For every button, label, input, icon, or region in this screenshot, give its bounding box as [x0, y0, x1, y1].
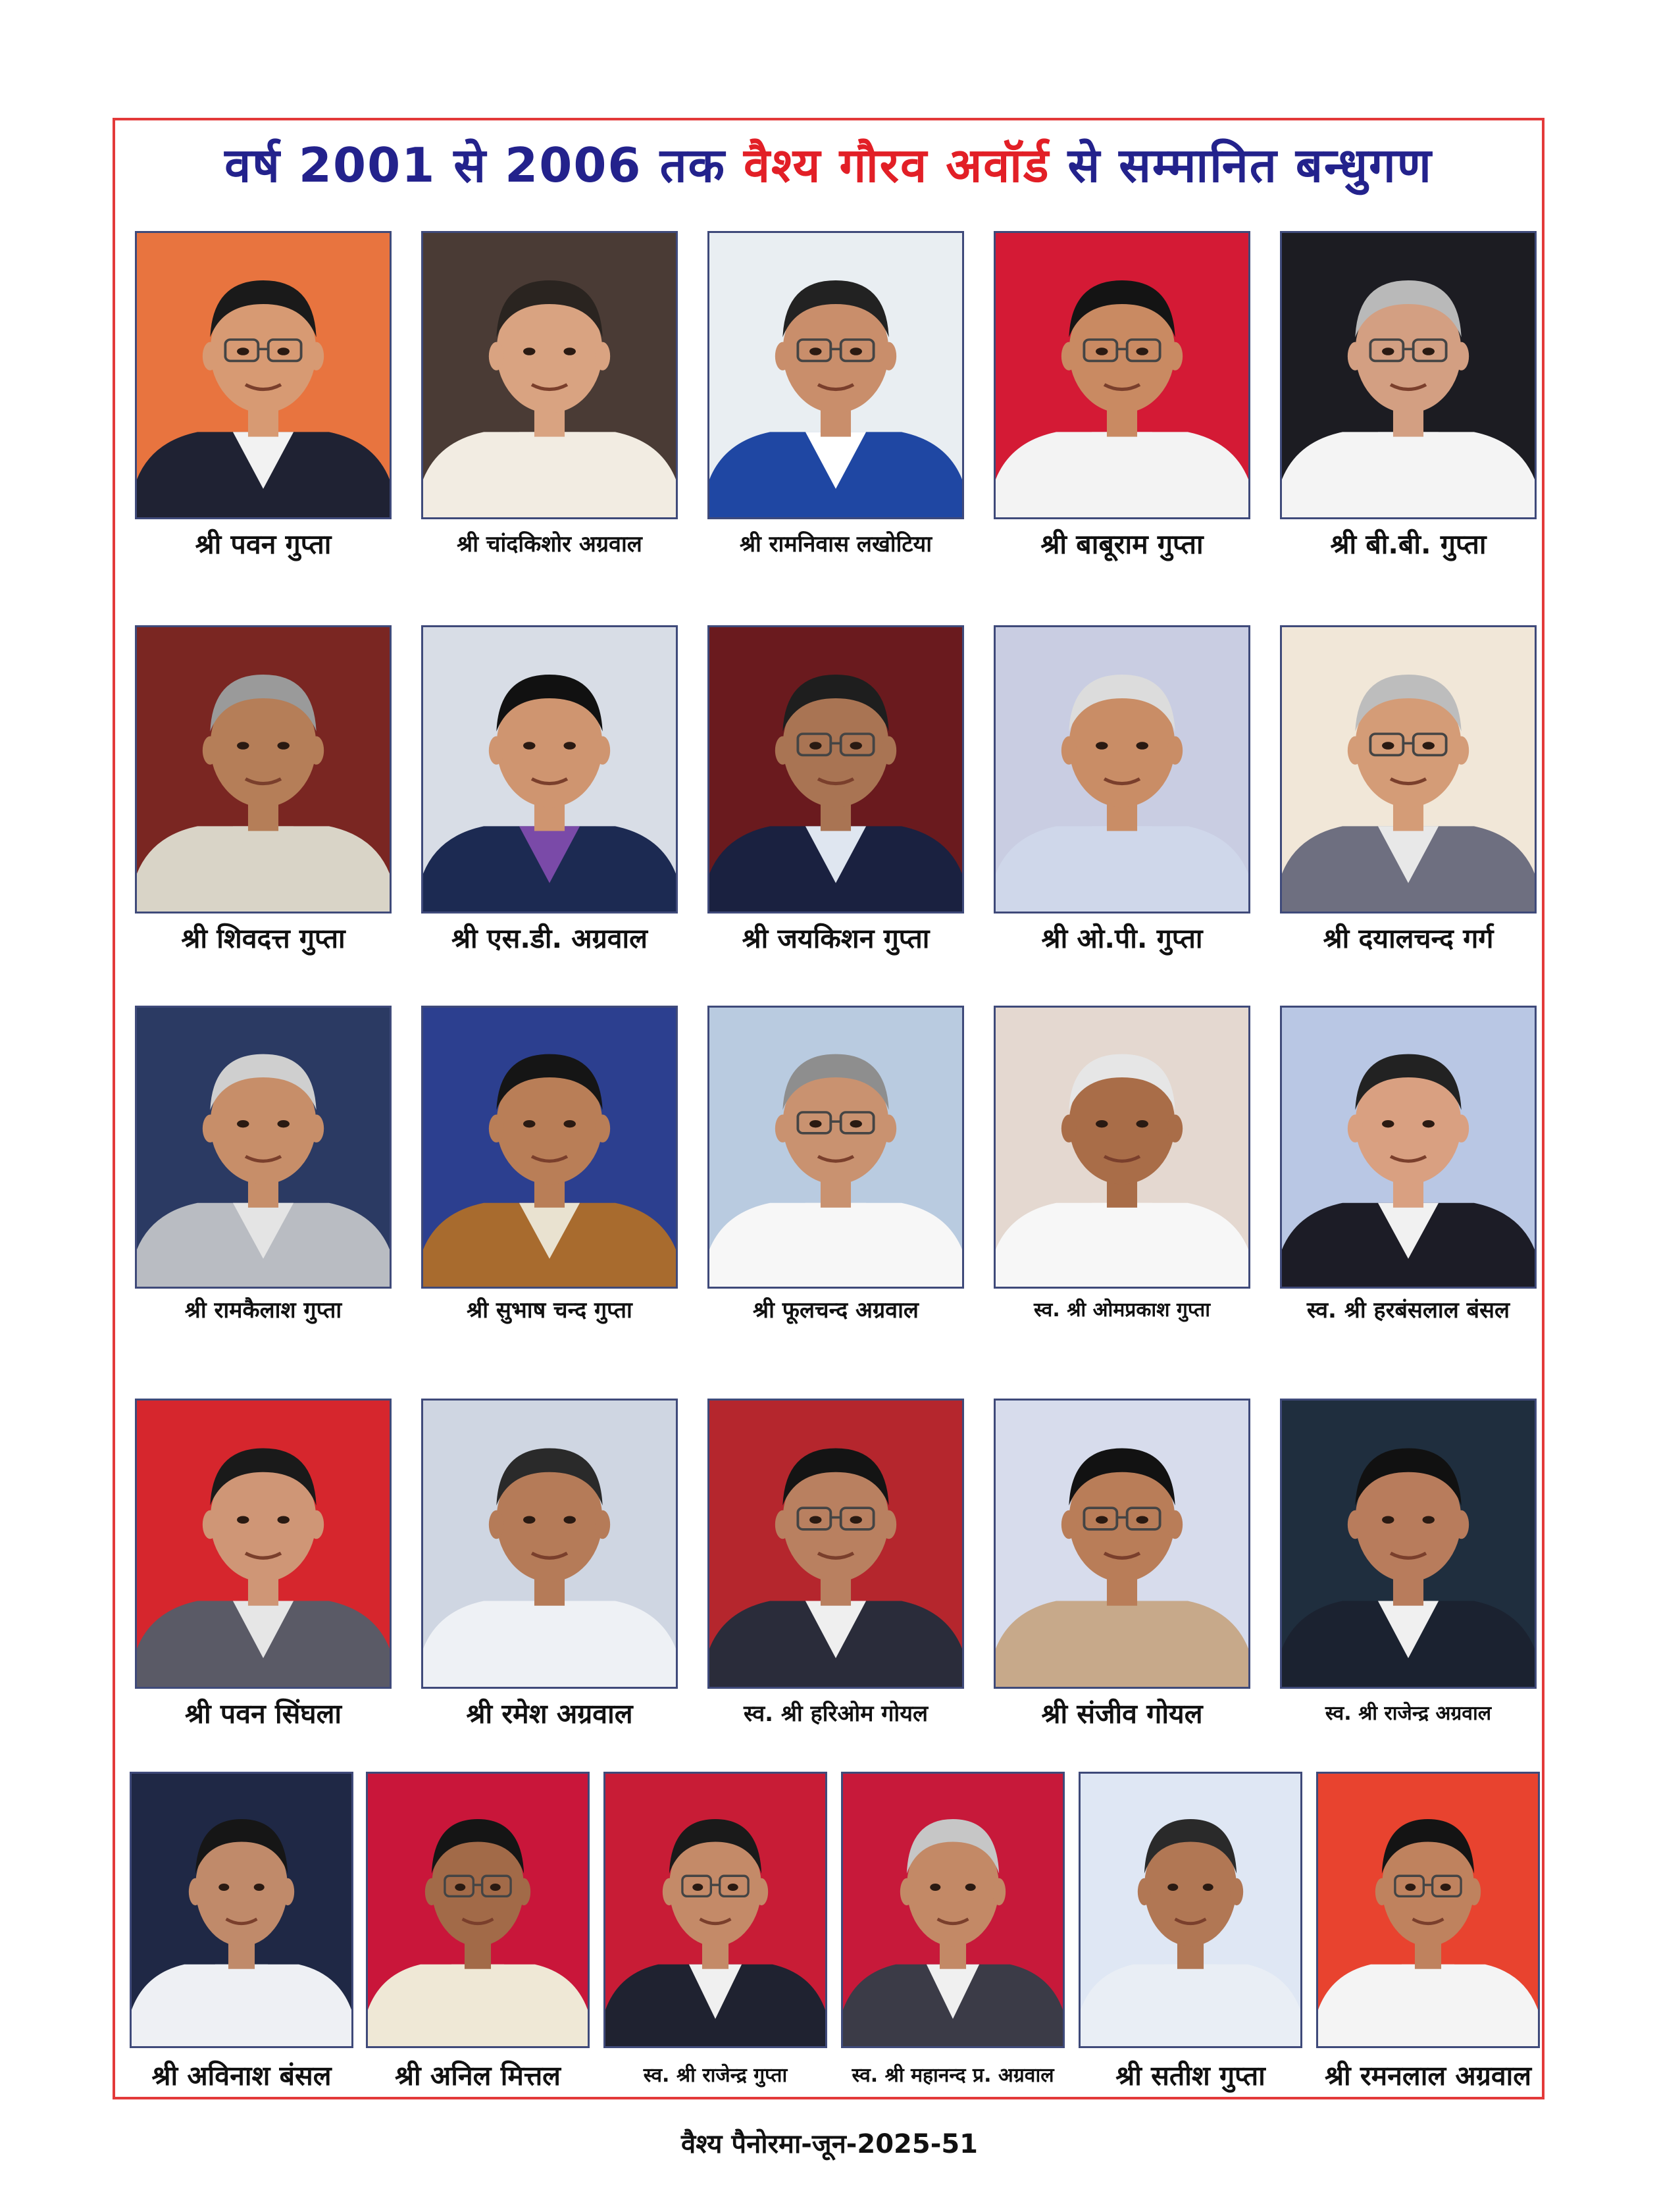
title-part-2: वैश्य गौरव अवॉर्ड [744, 138, 1050, 193]
awardee-photo [1280, 1399, 1537, 1689]
awardee-photo [421, 1006, 678, 1289]
awardee-name: श्री पवन सिंघला [184, 1698, 342, 1730]
portrait-image [709, 233, 962, 517]
portrait-image [423, 1008, 676, 1287]
awardee-card [603, 1772, 827, 2101]
portrait-image [137, 1008, 390, 1287]
awardee-name: श्री एस.डी. अग्रवाल [451, 923, 648, 954]
awardee-photo [841, 1772, 1065, 2048]
awardee-card [1280, 1399, 1537, 1741]
portrait-image [1081, 1774, 1300, 2046]
awardee-name: श्री दयालचन्द गर्ग [1323, 923, 1494, 954]
awardee-photo [994, 1006, 1250, 1289]
portrait-image [709, 1008, 962, 1287]
awardee-photo [707, 1399, 964, 1689]
awardee-card [707, 625, 964, 966]
awardee-photo [421, 231, 678, 519]
awardee-name: श्री शिवदत्त गुप्ता [181, 923, 345, 954]
awardee-photo [135, 1399, 392, 1689]
awardee-photo [994, 625, 1250, 913]
awardee-photo [994, 1399, 1250, 1689]
awardee-card [994, 231, 1250, 572]
awardee-card [1280, 1006, 1537, 1341]
awardee-card [135, 1006, 392, 1341]
awardee-name: श्री पवन गुप्ता [195, 528, 332, 560]
awardee-name: श्री जयकिशन गुप्ता [742, 923, 930, 954]
awardee-photo [1280, 625, 1537, 913]
awardee-name: श्री सतीश गुप्ता [1115, 2060, 1265, 2092]
awardee-name: श्री रामकैलाश गुप्ता [184, 1297, 342, 1324]
awardee-card [421, 1399, 678, 1741]
portrait-image [1282, 1401, 1535, 1687]
portrait-image [132, 1774, 351, 2046]
awardee-card [421, 625, 678, 966]
awardee-card [707, 231, 964, 572]
portrait-image [1282, 233, 1535, 517]
awardee-name: श्री बी.बी. गुप्ता [1330, 528, 1487, 560]
portrait-image [996, 233, 1248, 517]
awardee-card [994, 1006, 1250, 1341]
awardee-photo [603, 1772, 827, 2048]
awardee-photo [130, 1772, 353, 2048]
awardee-photo [421, 1399, 678, 1689]
portrait-image [137, 1401, 390, 1687]
awardee-photo [135, 625, 392, 913]
awardee-photo [707, 1006, 964, 1289]
portrait-image [996, 1008, 1248, 1287]
awardee-card [841, 1772, 1065, 2101]
awardee-photo [135, 1006, 392, 1289]
awardee-card [1316, 1772, 1540, 2101]
awardee-card [135, 1399, 392, 1741]
awardee-photo [707, 231, 964, 519]
awardee-card [1280, 231, 1537, 572]
portrait-image [423, 627, 676, 912]
awardee-name: श्री ओ.पी. गुप्ता [1041, 923, 1203, 954]
awardee-name: श्री बाबूराम गुप्ता [1040, 528, 1204, 560]
awardee-name: स्व. श्री राजेन्द्र अग्रवाल [1325, 1702, 1492, 1725]
awardee-photo [135, 231, 392, 519]
awardee-card [135, 231, 392, 572]
awardee-card [130, 1772, 353, 2101]
title-part-3: से सम्मानित बन्धुगण [1067, 138, 1433, 193]
awardee-name: स्व. श्री हरबंसलाल बंसल [1306, 1297, 1510, 1324]
awardee-card [421, 1006, 678, 1341]
portrait-image [843, 1774, 1063, 2046]
portrait-image [1318, 1774, 1538, 2046]
awardee-name: श्री रमेश अग्रवाल [466, 1698, 633, 1730]
awardee-name: श्री अविनाश बंसल [151, 2060, 332, 2092]
portrait-image [1282, 1008, 1535, 1287]
awardee-photo [1316, 1772, 1540, 2048]
awardee-name: श्री संजीव गोयल [1041, 1698, 1203, 1730]
awardee-card [994, 625, 1250, 966]
awardee-photo [1280, 231, 1537, 519]
awardee-card [135, 625, 392, 966]
awardee-card [366, 1772, 590, 2101]
awardee-name: स्व. श्री हरिओम गोयल [743, 1701, 929, 1727]
portrait-image [137, 233, 390, 517]
awardee-name: श्री सुभाष चन्द गुप्ता [467, 1297, 632, 1324]
awardee-photo [421, 625, 678, 913]
page-footer: वैश्य पैनोरमा-जून-2025-51 [681, 2129, 978, 2159]
portrait-image [423, 1401, 676, 1687]
portrait-image [137, 627, 390, 912]
awardee-card [1079, 1772, 1302, 2101]
portrait-image [709, 1401, 962, 1687]
awardee-photo [994, 231, 1250, 519]
awardee-name: श्री रामनिवास लखोटिया [739, 531, 932, 557]
portrait-image [1282, 627, 1535, 912]
awardee-name: श्री अनिल मित्तल [395, 2060, 561, 2092]
awardee-name: स्व. श्री ओमप्रकाश गुप्ता [1034, 1299, 1210, 1322]
portrait-image [709, 627, 962, 912]
awardee-photo [707, 625, 964, 913]
awardee-name: श्री फूलचन्द अग्रवाल [753, 1297, 919, 1324]
awardee-photo [1280, 1006, 1537, 1289]
title-part-1: वर्ष 2001 से 2006 तक [224, 138, 726, 193]
awardee-card [421, 231, 678, 572]
page-title [113, 129, 1544, 201]
awardee-photo [366, 1772, 590, 2048]
awardee-card [994, 1399, 1250, 1741]
awardee-name: स्व. श्री राजेन्द्र गुप्ता [643, 2064, 788, 2087]
awardee-name: श्री रमनलाल अग्रवाल [1324, 2060, 1532, 2092]
awardee-name: श्री चांदकिशोर अग्रवाल [457, 531, 642, 557]
portrait-image [996, 627, 1248, 912]
awardee-card [707, 1399, 964, 1741]
awardee-photo [1079, 1772, 1302, 2048]
awardee-name: स्व. श्री महानन्द प्र. अग्रवाल [852, 2064, 1054, 2087]
portrait-image [423, 233, 676, 517]
portrait-image [368, 1774, 588, 2046]
awardee-card [707, 1006, 964, 1341]
portrait-image [605, 1774, 825, 2046]
portrait-image [996, 1401, 1248, 1687]
awardee-card [1280, 625, 1537, 966]
